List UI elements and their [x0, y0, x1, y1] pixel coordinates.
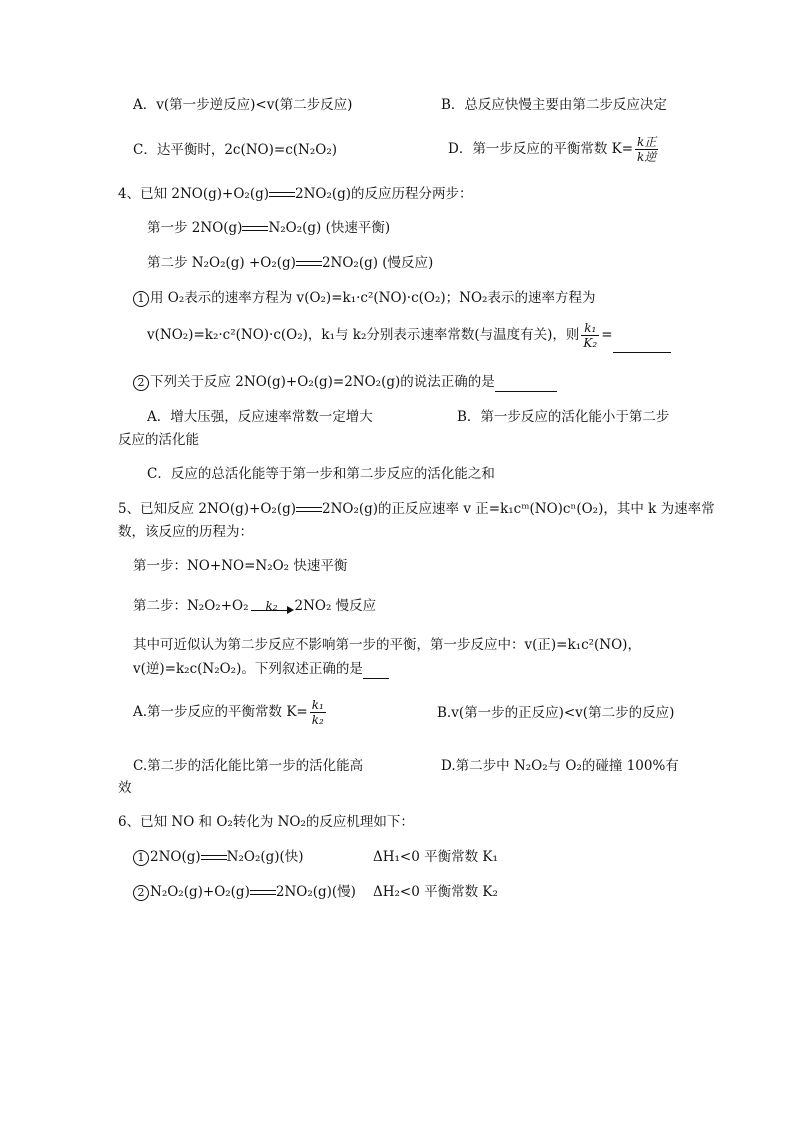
q6-r1-left: 2NO(g) — [150, 849, 201, 865]
q5-option-a-text: A.第一步反应的平衡常数 K= — [133, 704, 308, 720]
q5-stem-line2: 数，该反应的历程为： — [118, 524, 253, 540]
q4-step1 — [147, 219, 390, 237]
q5-step2 — [133, 593, 376, 619]
rate-arrow-icon — [249, 597, 295, 617]
q6-r2-right: 2NO₂(g)(慢) — [275, 884, 356, 900]
q4-step1-left: 第一步 2NO(g) — [147, 220, 243, 236]
q4-option-c: C．反应的总活化能等于第一步和第二步反应的活化能之和 — [147, 466, 495, 482]
q4-option-b-line1: B．第一步反应的活化能小于第二步 — [457, 409, 670, 425]
q5-option-a-fraction — [310, 698, 326, 727]
equilibrium-sign — [296, 259, 322, 269]
fraction-numerator: k正 — [637, 135, 657, 149]
fraction-numerator: k₁ — [581, 321, 599, 336]
q6-reaction-1 — [133, 848, 304, 866]
circled-number: 2 — [133, 885, 149, 901]
q3-option-c: C．达平衡时，2c(NO)=c(N₂O₂) — [133, 142, 338, 158]
q6-reaction-2-info: ΔH₂<0 平衡常数 K₂ — [373, 884, 498, 900]
answer-blank[interactable] — [613, 318, 671, 353]
q5-stem-line1 — [118, 500, 715, 518]
q6-r2-left: N₂O₂(g)+O₂(g) — [150, 884, 250, 900]
q4-step1-right: N₂O₂(g) (快速平衡) — [268, 220, 391, 236]
q3-option-d-text: D．第一步反应的平衡常数 K= — [448, 141, 634, 157]
q3-option-d — [448, 132, 660, 166]
q4-sub2 — [133, 373, 557, 392]
q5-note-text2: v(逆)=k₂c(N₂O₂)。下列叙述正确的是 — [133, 661, 363, 677]
q5-option-a — [133, 694, 328, 730]
equilibrium-sign — [269, 190, 295, 200]
rate-constant-label: k₂ — [265, 598, 278, 613]
q5-step2-right: 2NO₂ 慢反应 — [294, 598, 377, 614]
q4-sub1-text1: 用 O₂表示的速率方程为 v(O₂)=k₁·c²(NO)·c(O₂)；NO₂表示的速率方程为 — [150, 290, 596, 306]
q5-step2-left: 第二步：N₂O₂+O₂ — [133, 598, 249, 614]
q6-reaction-1-info: ΔH₁<0 平衡常数 K₁ — [373, 849, 498, 865]
equilibrium-sign — [250, 888, 276, 898]
fraction-denominator: K₂ — [583, 336, 598, 350]
q5-step1: 第一步：NO+NO=N₂O₂ 快速平衡 — [133, 558, 348, 574]
q3-option-b: B．总反应快慢主要由第二步反应决定 — [441, 97, 667, 113]
q3-option-a: A．v(第一步逆反应)<v(第二步反应) — [133, 97, 353, 113]
q5-option-b: B.v(第一步的正反应)<v(第二步的反应) — [437, 705, 675, 721]
equilibrium-sign — [242, 224, 268, 234]
q5-note-line1: 其中可近似认为第二步反应不影响第一步的平衡，第一步反应中：v(正)=k₁c²(NO)， — [133, 637, 641, 653]
q5-option-d-line1: D.第二步中 N₂O₂与 O₂的碰撞 100%有 — [441, 758, 679, 774]
answer-blank[interactable] — [495, 373, 557, 392]
q4-sub1-text2: v(NO₂)=k₂·c²(NO)·c(O₂)，k₁与 k₂分别表示速率常数(与温度有关)，则 — [147, 327, 580, 343]
q4-step2 — [147, 254, 433, 272]
q6-stem: 6、已知 NO 和 O₂转化为 NO₂的反应机理如下： — [118, 814, 414, 830]
q5-stem-right: 2NO₂(g)的正反应速率 v 正=k₁cᵐ(NO)cⁿ(O₂)，其中 k 为速率常 — [322, 501, 715, 517]
q3-option-d-fraction — [635, 135, 658, 164]
equilibrium-sign — [201, 853, 227, 863]
circled-number: 2 — [133, 375, 149, 391]
q4-sub1-line1 — [133, 289, 595, 307]
answer-blank[interactable] — [363, 660, 389, 679]
q4-sub2-text: 下列关于反应 2NO(g)+O₂(g)=2NO₂(g)的说法正确的是 — [150, 374, 495, 390]
q4-sub1-equals: = — [601, 327, 613, 343]
q4-sub1-fraction — [581, 321, 599, 350]
q4-option-b-line2: 反应的活化能 — [118, 432, 199, 448]
q6-r1-right: N₂O₂(g)(快) — [226, 849, 304, 865]
q6-reaction-2 — [133, 883, 356, 901]
q5-note-line2 — [133, 660, 389, 679]
circled-number: 1 — [133, 850, 149, 866]
q4-sub1-line2 — [147, 318, 671, 353]
fraction-denominator: k逆 — [637, 150, 657, 164]
q5-option-d-line2: 效 — [118, 780, 132, 796]
fraction-numerator: k₁ — [311, 698, 324, 712]
q5-option-c: C.第二步的活化能比第一步的活化能高 — [133, 758, 364, 774]
circled-number: 1 — [133, 291, 149, 307]
q5-stem-left: 5、已知反应 2NO(g)+O₂(g) — [118, 501, 296, 517]
q4-option-a: A．增大压强，反应速率常数一定增大 — [147, 409, 373, 425]
q4-stem-left: 4、已知 2NO(g)+O₂(g) — [118, 186, 269, 202]
q4-stem-right: 2NO₂(g)的反应历程分两步： — [295, 186, 473, 202]
q4-step2-right: 2NO₂(g) (慢反应) — [321, 255, 434, 271]
equilibrium-sign — [296, 505, 322, 515]
q4-step2-left: 第二步 N₂O₂(g) +O₂(g) — [147, 255, 296, 271]
fraction-denominator: k₂ — [311, 713, 324, 727]
q4-stem — [118, 185, 473, 203]
